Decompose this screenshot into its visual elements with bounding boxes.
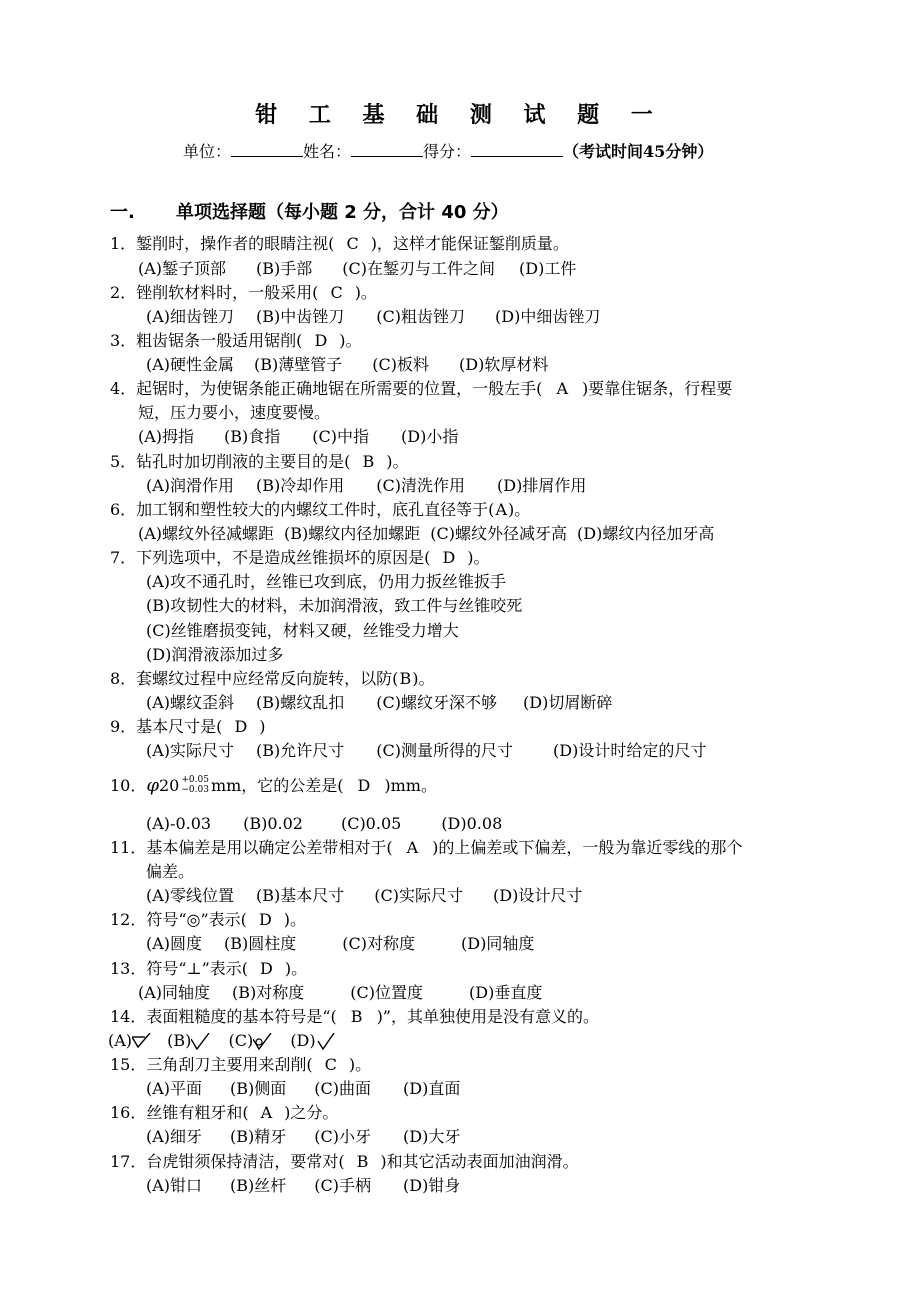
option-c: (C)中指 <box>312 427 370 446</box>
question-text: )。 <box>412 669 435 688</box>
name-label: 姓名： <box>303 142 352 161</box>
question-15 <box>110 1054 371 1076</box>
answer: B <box>350 1007 363 1026</box>
option-a: (A) <box>108 1031 133 1050</box>
time-note: （考试时间45分钟） <box>563 142 714 161</box>
question-number: 10． <box>110 776 147 795</box>
option-a: (A)硬性金属 <box>146 355 235 374</box>
option-d: (D)切屑断碎 <box>523 693 613 712</box>
question-text: )。 <box>339 331 362 350</box>
question-text: mm，它的公差是( <box>210 776 344 795</box>
option-c: (C)丝锥磨损变钝，材料又硬，丝锥受力增大 <box>146 621 459 640</box>
option-d: (D)设计时给定的尺寸 <box>553 741 707 760</box>
question-text: )”，其单独使用是没有意义的。 <box>376 1007 599 1026</box>
question-14 <box>110 1006 599 1028</box>
question-11-continued: 偏差。 <box>146 862 195 881</box>
question-13 <box>110 958 307 980</box>
option-b: (B)精牙 <box>230 1127 287 1146</box>
question-text: )。 <box>283 910 307 929</box>
option-b: (B)薄壁管子 <box>254 355 343 374</box>
option-a: (A)攻不通孔时，丝锥已攻到底，仍用力扳丝锥扳手 <box>146 572 507 591</box>
answer: D <box>258 910 272 929</box>
option-d: (D)0.08 <box>441 814 503 833</box>
answer: C <box>324 1055 337 1074</box>
option-c: (C)对称度 <box>342 934 416 953</box>
option-b: (B)攻韧性大的材料，未加润滑液，致工件与丝锥咬死 <box>146 596 523 615</box>
options-5 <box>146 475 586 497</box>
unit-label: 单位： <box>183 142 232 161</box>
question-text: 14．表面粗糙度的基本符号是“( <box>110 1007 337 1026</box>
question-text: )mm。 <box>384 776 437 795</box>
option-a: (A)平面 <box>146 1079 203 1098</box>
option-c: (C)实际尺寸 <box>374 886 464 905</box>
option-c: (C)板料 <box>372 355 430 374</box>
option-d: (D)直面 <box>403 1079 461 1098</box>
question-4 <box>110 378 732 400</box>
option-c: (C)螺纹外径减牙高 <box>430 524 568 543</box>
answer: D <box>260 959 273 978</box>
question-text: )。 <box>386 452 409 471</box>
roughness-no-removal-icon <box>253 1033 273 1051</box>
option-c: (C)手柄 <box>314 1176 372 1195</box>
answer: A <box>495 500 507 519</box>
question-3 <box>110 330 362 352</box>
option-d: (D)垂直度 <box>469 983 543 1002</box>
diameter-symbol: φ <box>146 775 159 796</box>
option-b: (B) <box>167 1031 192 1050</box>
question-text: )。 <box>467 548 490 567</box>
score-label: 得分： <box>423 142 472 161</box>
options-12 <box>146 933 534 955</box>
roughness-basic-icon <box>191 1033 211 1051</box>
name-blank[interactable] <box>351 142 423 157</box>
question-text: )之分。 <box>284 1103 339 1122</box>
option-d: (D)钳身 <box>403 1176 461 1195</box>
option-a: (A)实际尺寸 <box>146 741 235 760</box>
option-c: (C)曲面 <box>314 1079 372 1098</box>
option-b: (B)对称度 <box>232 983 305 1002</box>
option-d: (D)螺纹内径加牙高 <box>577 524 715 543</box>
question-text: )。 <box>508 500 531 519</box>
tolerance-stack <box>181 775 209 795</box>
option-a: (A)錾子顶部 <box>138 259 227 278</box>
option-b: (B)螺纹内径加螺距 <box>284 524 421 543</box>
option-d: (D) <box>290 1031 316 1050</box>
question-11 <box>110 837 742 859</box>
option-a: (A)拇指 <box>138 427 195 446</box>
option-c: (C)小牙 <box>314 1127 372 1146</box>
exam-info-line <box>183 139 713 162</box>
question-text: )和其它活动表面加油润滑。 <box>380 1152 579 1171</box>
options-17 <box>146 1175 460 1197</box>
option-d: (D)同轴度 <box>461 934 535 953</box>
option-c: (C)螺纹牙深不够 <box>376 693 498 712</box>
question-text: 7．下列选项中，不是造成丝锥损坏的原因是( <box>110 548 431 567</box>
option-b: (B)圆柱度 <box>224 934 297 953</box>
option-b: (B)中齿锉刀 <box>256 307 345 326</box>
options-4 <box>138 426 458 448</box>
question-4-continued: 短，压力要小，速度要慢。 <box>138 403 331 422</box>
question-text: 1．錾削时，操作者的眼睛注视( <box>110 234 335 253</box>
question-text: )的上偏差或下偏差，一般为靠近零线的那个 <box>432 838 743 857</box>
question-text: 6．加工钢和塑性较大的内螺纹工件时，底孔直径等于( <box>110 500 495 519</box>
options-11 <box>146 885 582 907</box>
option-a: (A)螺纹歪斜 <box>146 693 235 712</box>
page-title: 钳 工 基 础 测 试 题 一 <box>255 103 665 128</box>
option-d: (D)工件 <box>519 259 577 278</box>
question-16 <box>110 1102 338 1124</box>
option-a: (A)同轴度 <box>138 983 211 1002</box>
option-d: (D)小指 <box>401 427 459 446</box>
answer: B <box>356 1152 369 1171</box>
options-8 <box>146 692 612 714</box>
question-12 <box>110 909 306 931</box>
option-b: (B)0.02 <box>243 814 303 833</box>
question-text: 11．基本偏差是用以确定公差带相对于( <box>110 838 393 857</box>
option-b: (B)允许尺寸 <box>256 741 345 760</box>
question-text: 3．粗齿锯条一般适用锯削( <box>110 331 303 350</box>
answer: D <box>314 331 328 350</box>
question-text: )。 <box>348 1055 372 1074</box>
question-text: 13．符号“⊥”表示( <box>110 959 249 978</box>
option-a: (A)细牙 <box>146 1127 203 1146</box>
basic-size: 20 <box>158 776 180 795</box>
question-text: 9．基本尺寸是( <box>110 717 223 736</box>
option-b: (B)丝杆 <box>230 1176 287 1195</box>
option-a: (A)零线位置 <box>146 886 235 905</box>
option-b: (B)基本尺寸 <box>256 886 345 905</box>
question-text: 12．符号“◎”表示( <box>110 910 247 929</box>
options-13 <box>138 982 542 1004</box>
options-1 <box>138 258 576 280</box>
option-a: (A)圆度 <box>146 934 203 953</box>
unit-blank[interactable] <box>231 142 303 157</box>
option-b: (B)侧面 <box>230 1079 287 1098</box>
answer: B <box>362 452 375 471</box>
section-heading <box>110 198 509 224</box>
question-text: 5．钻孔时加切削液的主要目的是( <box>110 452 351 471</box>
answer: C <box>330 283 343 302</box>
option-c: (C)清洗作用 <box>376 476 466 495</box>
question-1 <box>110 233 569 255</box>
section-title: 单项选择题（每小题 2 分，合计 40 分） <box>176 202 509 223</box>
answer: D <box>357 776 371 795</box>
option-d: (D)中细齿锉刀 <box>495 307 601 326</box>
option-c: (C)粗齿锉刀 <box>376 307 466 326</box>
answer: B <box>399 669 412 688</box>
option-c: (C)0.05 <box>340 814 402 833</box>
option-b: (B)食指 <box>224 427 281 446</box>
question-text: 8．套螺纹过程中应经常反向旋转，以防( <box>110 669 399 688</box>
question-text: )。 <box>354 283 377 302</box>
lower-deviation: −0.03 <box>181 784 209 795</box>
answer: A <box>556 379 568 398</box>
option-d: (D)设计尺寸 <box>493 886 583 905</box>
question-7 <box>110 547 490 569</box>
upper-deviation: +0.05 <box>181 774 209 785</box>
roughness-removal-icon <box>132 1033 152 1051</box>
question-17 <box>110 1151 579 1173</box>
section-number: 一. <box>110 202 135 223</box>
option-c: (C) <box>228 1031 254 1050</box>
question-text: 4．起锯时，为使锯条能正确地锯在所需要的位置，一般左手( <box>110 379 543 398</box>
option-d: (D)大牙 <box>403 1127 461 1146</box>
question-text: 15．三角刮刀主要用来刮削( <box>110 1055 313 1074</box>
question-text: 2．锉削软材料时，一般采用( <box>110 283 319 302</box>
answer: A <box>260 1103 273 1122</box>
options-16 <box>146 1126 460 1148</box>
question-text: 17．台虎钳须保持清洁，要常对( <box>110 1152 345 1171</box>
option-a: (A)钳口 <box>146 1176 203 1195</box>
question-9 <box>110 716 266 738</box>
options-9 <box>146 740 706 762</box>
options-10 <box>146 813 502 835</box>
answer: D <box>234 717 248 736</box>
option-a: (A)-0.03 <box>146 814 212 833</box>
option-b: (B)冷却作用 <box>256 476 345 495</box>
options-6 <box>138 523 714 545</box>
question-text: )。 <box>284 959 308 978</box>
question-2 <box>110 282 377 304</box>
option-c: (C)在錾刃与工件之间 <box>342 259 496 278</box>
option-a: (A)润滑作用 <box>146 476 235 495</box>
option-c: (C)测量所得的尺寸 <box>376 741 514 760</box>
question-5 <box>110 451 408 473</box>
question-8 <box>110 668 434 690</box>
option-d: (D)排屑作用 <box>497 476 587 495</box>
answer: C <box>346 234 359 253</box>
score-blank[interactable] <box>471 142 563 157</box>
answer: D <box>442 548 456 567</box>
roughness-check-icon <box>316 1033 336 1051</box>
question-10 <box>110 775 437 797</box>
options-3 <box>146 354 548 376</box>
options-2 <box>146 306 600 328</box>
options-14 <box>108 1030 336 1052</box>
question-text: ) <box>259 717 266 736</box>
option-d: (D)软厚材料 <box>459 355 549 374</box>
option-b: (B)手部 <box>256 259 313 278</box>
option-a: (A)螺纹外径减螺距 <box>138 524 275 543</box>
question-text: )要靠住锯条，行程要 <box>582 379 733 398</box>
answer: A <box>406 838 419 857</box>
question-text: 16．丝锥有粗牙和( <box>110 1103 249 1122</box>
question-text: )，这样才能保证錾削质量。 <box>370 234 569 253</box>
options-15 <box>146 1078 460 1100</box>
question-6 <box>110 499 530 521</box>
option-a: (A)细齿锉刀 <box>146 307 235 326</box>
option-b: (B)螺纹乱扣 <box>256 693 345 712</box>
option-c: (C)位置度 <box>350 983 424 1002</box>
option-d: (D)润滑液添加过多 <box>146 645 284 664</box>
